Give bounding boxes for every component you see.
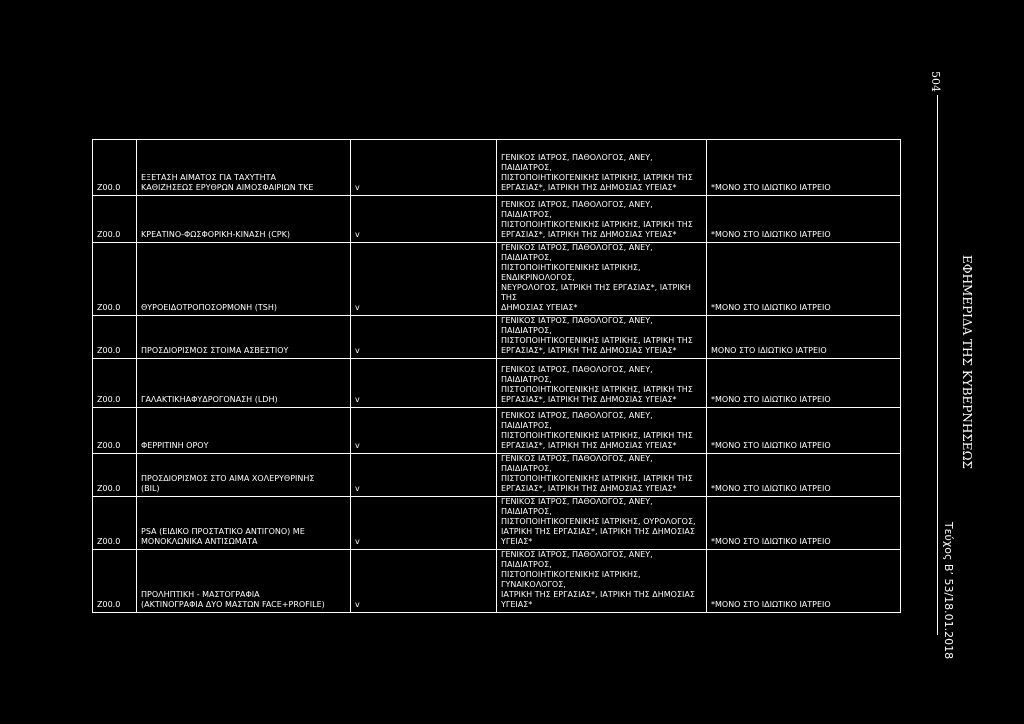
specialties-cell: ΓΕΝΙΚΟΣ ΙΑΤΡΟΣ, ΠΑΘΟΛΟΓΟΣ, ΑΝΕΥ, ΠΑΙΔΙΑΤΡΟΣ, ΠΙΣΤΟΠΟΙΗΤΙΚΟΓΕΝΙΚΗΣ ΙΑΤΡΙΚΗΣ, ΟΥΡΟΛΟΓΟΣ, ΙΑΤΡΙΚΗ ΤΗΣ ΕΡΓΑΣΙΑΣ*, ΙΑΤΡΙΚΗ ΤΗΣ ΔΗΜΟΣΙΑΣ ΥΓΕΙΑΣ*	[497, 497, 707, 550]
header-rule	[937, 95, 938, 635]
mark-cell: v	[351, 408, 497, 454]
note-cell: *ΜΟΝΟ ΣΤΟ ΙΔΙΩΤΙΚΟ ΙΑΤΡΕΙΟ	[707, 454, 901, 497]
specialties-cell: ΓΕΝΙΚΟΣ ΙΑΤΡΟΣ, ΠΑΘΟΛΟΓΟΣ, ΑΝΕΥ, ΠΑΙΔΙΑΤΡΟΣ, ΠΙΣΤΟΠΟΙΗΤΙΚΟΓΕΝΙΚΗΣ ΙΑΤΡΙΚΗΣ, ΙΑΤΡΙΚΗ ΤΗΣ ΕΡΓΑΣΙΑΣ*, ΙΑΤΡΙΚΗ ΤΗΣ ΔΗΜΟΣΙΑΣ ΥΓΕΙΑΣ*	[497, 408, 707, 454]
table-row	[93, 316, 901, 359]
table-row	[93, 196, 901, 243]
mark-cell: v	[351, 454, 497, 497]
specialties-cell: ΓΕΝΙΚΟΣ ΙΑΤΡΟΣ, ΠΑΘΟΛΟΓΟΣ, ΑΝΕΥ, ΠΑΙΔΙΑΤΡΟΣ, ΠΙΣΤΟΠΟΙΗΤΙΚΟΓΕΝΙΚΗΣ ΙΑΤΡΙΚΗΣ, ΕΝΔΙΚΡΙΝΟΛΟΓΟΣ, ΝΕΥΡΟΛΟΓΟΣ, ΙΑΤΡΙΚΗ ΤΗΣ ΕΡΓΑΣΙΑΣ*, ΙΑΤΡΙΚΗ ΤΗΣ ΔΗΜΟΣΙΑΣ ΥΓΕΙΑΣ*	[497, 243, 707, 316]
table-row	[93, 550, 901, 613]
exam-name-cell: ΘΥΡΟΕΙΔΟΤΡΟΠΟΣΟΡΜΟΝΗ (TSH)	[137, 243, 351, 316]
page-number: 504	[929, 71, 942, 92]
note-cell: *ΜΟΝΟ ΣΤΟ ΙΔΙΩΤΙΚΟ ΙΑΤΡΕΙΟ	[707, 196, 901, 243]
exam-name-cell: ΠΡΟΛΗΠΤΙΚΗ - ΜΑΣΤΟΓΡΑΦΙΑ (ΑΚΤΙΝΟΓΡΑΦΙΑ ΔΥΟ ΜΑΣΤΩΝ FACE+PROFILE)	[137, 550, 351, 613]
specialties-cell: ΓΕΝΙΚΟΣ ΙΑΤΡΟΣ, ΠΑΘΟΛΟΓΟΣ, ΑΝΕΥ, ΠΑΙΔΙΑΤΡΟΣ, ΠΙΣΤΟΠΟΙΗΤΙΚΟΓΕΝΙΚΗΣ ΙΑΤΡΙΚΗΣ, ΙΑΤΡΙΚΗ ΤΗΣ ΕΡΓΑΣΙΑΣ*, ΙΑΤΡΙΚΗ ΤΗΣ ΔΗΜΟΣΙΑΣ ΥΓΕΙΑΣ*	[497, 316, 707, 359]
exam-name-cell: ΠΡΟΣΔΙΟΡΙΣΜΟΣ ΣΤΟΙΜΑ ΑΣΒΕΣΤΙΟΥ	[137, 316, 351, 359]
icd-code-cell: Z00.0	[93, 408, 137, 454]
table-row	[93, 497, 901, 550]
mark-cell: v	[351, 359, 497, 408]
note-cell: ΜΟΝΟ ΣΤΟ ΙΔΙΩΤΙΚΟ ΙΑΤΡΕΙΟ	[707, 316, 901, 359]
mark-cell: v	[351, 550, 497, 613]
table-row	[93, 454, 901, 497]
note-cell: *ΜΟΝΟ ΣΤΟ ΙΔΙΩΤΙΚΟ ΙΑΤΡΕΙΟ	[707, 550, 901, 613]
icd-code-cell: Z00.0	[93, 316, 137, 359]
icd-code-cell: Z00.0	[93, 196, 137, 243]
table-row	[93, 140, 901, 196]
note-cell: *ΜΟΝΟ ΣΤΟ ΙΔΙΩΤΙΚΟ ΙΑΤΡΕΙΟ	[707, 243, 901, 316]
table-row	[93, 243, 901, 316]
mark-cell: v	[351, 497, 497, 550]
specialties-cell: ΓΕΝΙΚΟΣ ΙΑΤΡΟΣ, ΠΑΘΟΛΟΓΟΣ, ΑΝΕΥ, ΠΑΙΔΙΑΤΡΟΣ, ΠΙΣΤΟΠΟΙΗΤΙΚΟΓΕΝΙΚΗΣ ΙΑΤΡΙΚΗΣ, ΓΥΝΑΙΚΟΛΟΓΟΣ, ΙΑΤΡΙΚΗ ΤΗΣ ΕΡΓΑΣΙΑΣ*, ΙΑΤΡΙΚΗ ΤΗΣ ΔΗΜΟΣΙΑΣ ΥΓΕΙΑΣ*	[497, 550, 707, 613]
table-row	[93, 359, 901, 408]
mark-cell: v	[351, 316, 497, 359]
specialties-cell: ΓΕΝΙΚΟΣ ΙΑΤΡΟΣ, ΠΑΘΟΛΟΓΟΣ, ΑΝΕΥ, ΠΑΙΔΙΑΤΡΟΣ, ΠΙΣΤΟΠΟΙΗΤΙΚΟΓΕΝΙΚΗΣ ΙΑΤΡΙΚΗΣ, ΙΑΤΡΙΚΗ ΤΗΣ ΕΡΓΑΣΙΑΣ*, ΙΑΤΡΙΚΗ ΤΗΣ ΔΗΜΟΣΙΑΣ ΥΓΕΙΑΣ*	[497, 359, 707, 408]
icd-code-cell: Z00.0	[93, 140, 137, 196]
note-cell: *ΜΟΝΟ ΣΤΟ ΙΔΙΩΤΙΚΟ ΙΑΤΡΕΙΟ	[707, 497, 901, 550]
icd-code-cell: Z00.0	[93, 497, 137, 550]
exam-name-cell: ΕΞΕΤΑΣΗ ΑΙΜΑΤΟΣ ΓΙΑ ΤΑΧΥΤΗΤΑ ΚΑΘΙΖΗΣΕΩΣ ΕΡΥΘΡΩΝ ΑΙΜΟΣΦΑΙΡΙΩΝ ΤΚΕ	[137, 140, 351, 196]
icd-code-cell: Z00.0	[93, 454, 137, 497]
icd-code-cell: Z00.0	[93, 550, 137, 613]
note-cell: *ΜΟΝΟ ΣΤΟ ΙΔΙΩΤΙΚΟ ΙΑΤΡΕΙΟ	[707, 359, 901, 408]
exam-name-cell: ΓΑΛΑΚΤΙΚΗΑΦΥΔΡΟΓΟΝΑΣΗ (LDH)	[137, 359, 351, 408]
icd-code-cell: Z00.0	[93, 359, 137, 408]
specialties-cell: ΓΕΝΙΚΟΣ ΙΑΤΡΟΣ, ΠΑΘΟΛΟΓΟΣ, ΑΝΕΥ, ΠΑΙΔΙΑΤΡΟΣ, ΠΙΣΤΟΠΟΙΗΤΙΚΟΓΕΝΙΚΗΣ ΙΑΤΡΙΚΗΣ, ΙΑΤΡΙΚΗ ΤΗΣ ΕΡΓΑΣΙΑΣ*, ΙΑΤΡΙΚΗ ΤΗΣ ΔΗΜΟΣΙΑΣ ΥΓΕΙΑΣ*	[497, 196, 707, 243]
mark-cell: v	[351, 196, 497, 243]
mark-cell: v	[351, 243, 497, 316]
specialties-cell: ΓΕΝΙΚΟΣ ΙΑΤΡΟΣ, ΠΑΘΟΛΟΓΟΣ, ΑΝΕΥ, ΠΑΙΔΙΑΤΡΟΣ, ΠΙΣΤΟΠΟΙΗΤΙΚΟΓΕΝΙΚΗΣ ΙΑΤΡΙΚΗΣ, ΙΑΤΡΙΚΗ ΤΗΣ ΕΡΓΑΣΙΑΣ*, ΙΑΤΡΙΚΗ ΤΗΣ ΔΗΜΟΣΙΑΣ ΥΓΕΙΑΣ*	[497, 140, 707, 196]
exam-name-cell: ΚΡΕΑΤΙΝΟ-ΦΩΣΦΟΡΙΚΗ-ΚΙΝΑΣΗ (CPK)	[137, 196, 351, 243]
table-row	[93, 408, 901, 454]
gazette-title: ΕΦΗΜΕΡΙΔΑ ΤΗΣ ΚΥΒΕΡΝΗΣΕΩΣ	[960, 254, 975, 470]
icd-code-cell: Z00.0	[93, 243, 137, 316]
note-cell: *ΜΟΝΟ ΣΤΟ ΙΔΙΩΤΙΚΟ ΙΑΤΡΕΙΟ	[707, 408, 901, 454]
mark-cell: v	[351, 140, 497, 196]
specialties-cell: ΓΕΝΙΚΟΣ ΙΑΤΡΟΣ, ΠΑΘΟΛΟΓΟΣ, ΑΝΕΥ, ΠΑΙΔΙΑΤΡΟΣ, ΠΙΣΤΟΠΟΙΗΤΙΚΟΓΕΝΙΚΗΣ ΙΑΤΡΙΚΗΣ, ΙΑΤΡΙΚΗ ΤΗΣ ΕΡΓΑΣΙΑΣ*, ΙΑΤΡΙΚΗ ΤΗΣ ΔΗΜΟΣΙΑΣ ΥΓΕΙΑΣ*	[497, 454, 707, 497]
note-cell: *ΜΟΝΟ ΣΤΟ ΙΔΙΩΤΙΚΟ ΙΑΤΡΕΙΟ	[707, 140, 901, 196]
issue-label: Τεύχος Β’ 53/18.01.2018	[942, 521, 956, 660]
exam-name-cell: ΦΕΡΡΙΤΙΝΗ ΟΡΟΥ	[137, 408, 351, 454]
exam-table	[92, 139, 901, 613]
exam-name-cell: ΠΡΟΣΔΙΟΡΙΣΜΟΣ ΣΤΟ ΑΙΜΑ ΧΟΛΕΡΥΘΡΙΝΗΣ (BIL)	[137, 454, 351, 497]
exam-name-cell: PSA (ΕΙΔΙΚΟ ΠΡΟΣΤΑΤΙΚΟ ΑΝΤΙΓΟΝΟ) ΜΕ ΜΟΝΟΚΛΩΝΙΚΑ ΑΝΤΙΣΩΜΑΤΑ	[137, 497, 351, 550]
